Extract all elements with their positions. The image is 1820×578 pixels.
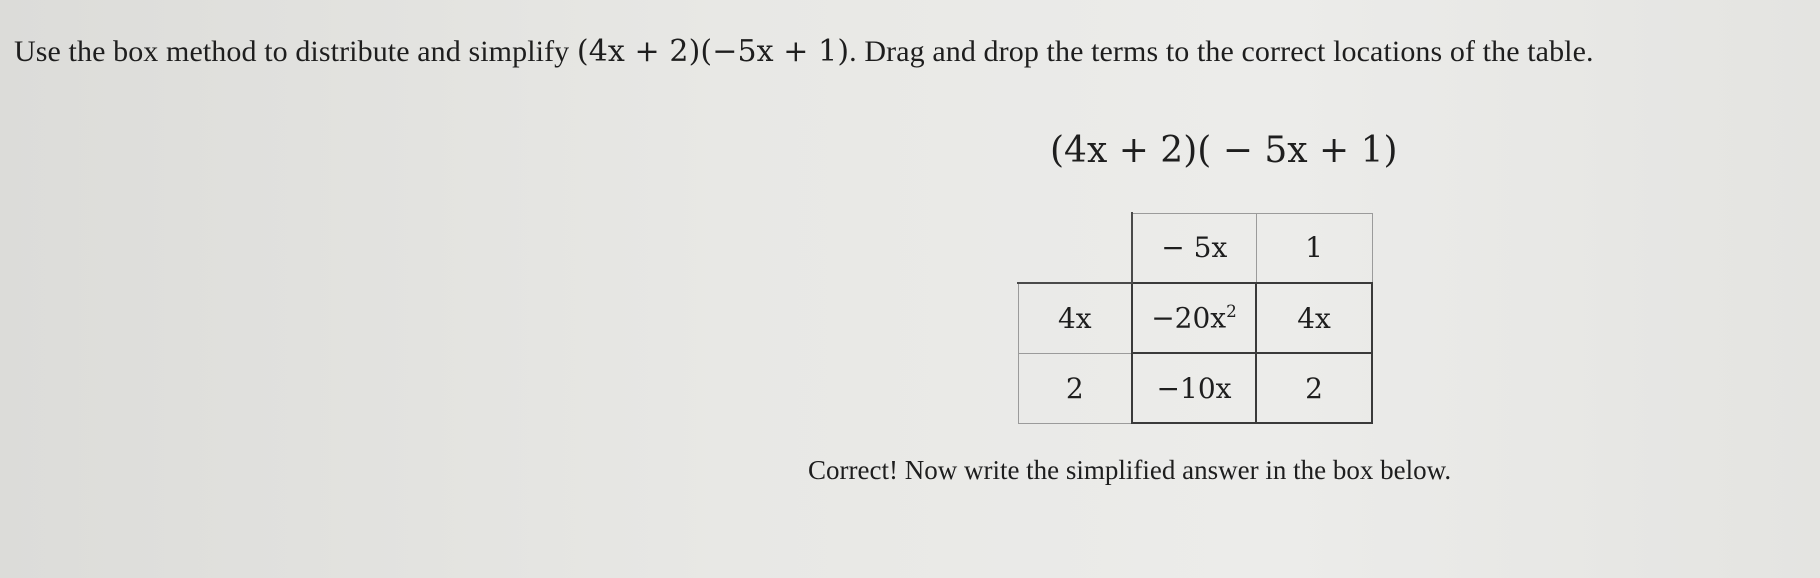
- placed-term[interactable]: 2: [1305, 371, 1323, 405]
- column-header-cell: 1: [1256, 213, 1372, 283]
- table-row: [1018, 353, 1372, 423]
- feedback-message: Correct! Now write the simplified answer in the box below.: [808, 455, 1452, 485]
- drop-target-cell[interactable]: [1256, 283, 1372, 353]
- column-header-cell: − 5x: [1132, 213, 1256, 283]
- row-header-cell: 2: [1018, 353, 1132, 423]
- table-corner-cell: [1018, 213, 1132, 283]
- drop-target-cell[interactable]: [1132, 353, 1256, 423]
- instruction-lead: Use the box method to distribute and simplify: [14, 35, 570, 68]
- drop-target-cell[interactable]: [1132, 283, 1256, 353]
- instruction-tail: . Drag and drop the terms to the correct locations of the table.: [849, 35, 1594, 68]
- instruction-expression: (4x + 2)(−5x + 1): [576, 34, 850, 69]
- table-row: [1018, 283, 1372, 353]
- row-header-cell: 4x: [1018, 283, 1132, 353]
- table-header-row: [1018, 213, 1372, 283]
- placed-term[interactable]: −10x: [1156, 371, 1232, 405]
- placed-term[interactable]: 4x: [1297, 301, 1331, 335]
- exponent: 2: [1226, 301, 1237, 322]
- product-expression: (4x + 2)( − 5x + 1): [1050, 130, 1398, 171]
- box-method-table: [1017, 212, 1373, 424]
- placed-term[interactable]: −20x: [1151, 301, 1227, 335]
- drop-target-cell[interactable]: [1256, 353, 1372, 423]
- instruction-text: [14, 34, 1594, 69]
